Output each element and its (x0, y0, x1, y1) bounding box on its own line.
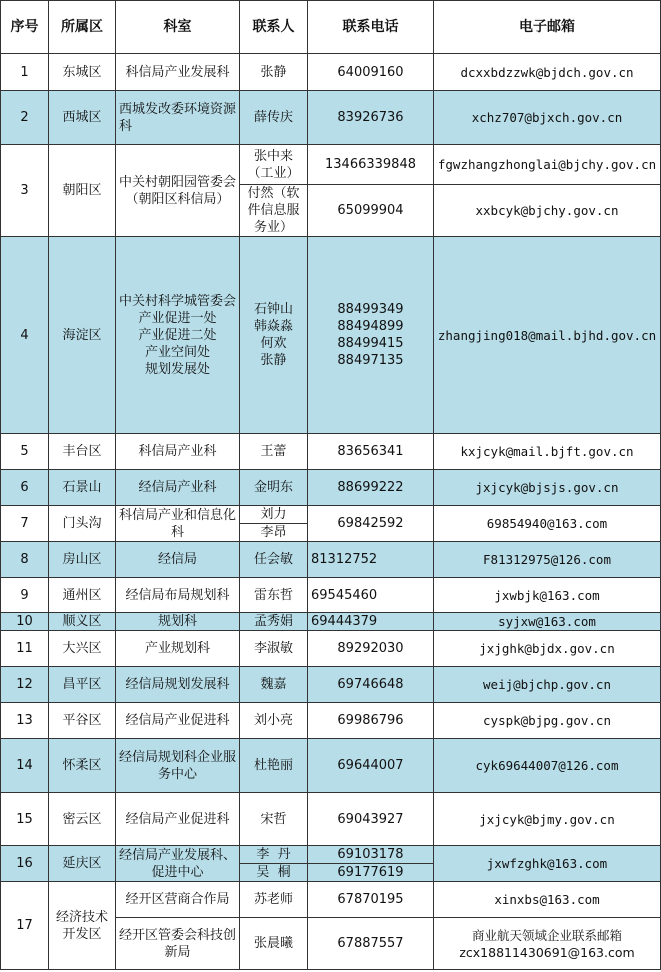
cell-district: 丰台区 (49, 434, 116, 470)
cell-email: 69854940@163.com (434, 506, 661, 542)
cell-dept: 经信局产业科 (116, 470, 240, 506)
cell-district: 经济技术开发区 (49, 882, 116, 970)
cell-dept: 中关村朝阳园管委会（朝阳区科信局） (116, 145, 240, 237)
cell-email: jxjcyk@bjmy.gov.cn (434, 793, 661, 846)
table-row (1, 434, 661, 470)
cell-dept: 经信局产业发展科、促进中心 (116, 846, 240, 882)
cell-phone: 69986796 (308, 703, 434, 739)
cell-email: cyk69644007@126.com (434, 739, 661, 793)
cell-phone: 69043927 (308, 793, 434, 846)
cell-dept: 经信局规划发展科 (116, 667, 240, 703)
cell-phone: 69746648 (308, 667, 434, 703)
cell-email: xinxbs@163.com (434, 882, 661, 918)
cell-phone: 89292030 (308, 631, 434, 667)
cell-contact: 张中来（工业） (240, 145, 308, 185)
cell-phone: 67870195 (308, 882, 434, 918)
cell-phone: 81312752 (308, 542, 434, 578)
contact-name: 李昂 (240, 523, 307, 541)
cell-email: F81312975@126.com (434, 542, 661, 578)
cell-no: 6 (1, 470, 49, 506)
cell-dept: 科信局产业发展科 (116, 54, 240, 91)
cell-email: weij@bjchp.gov.cn (434, 667, 661, 703)
cell-district: 朝阳区 (49, 145, 116, 237)
cell-dept: 科信局产业科 (116, 434, 240, 470)
cell-phone: 83926736 (308, 91, 434, 145)
cell-dept: 经信局 (116, 542, 240, 578)
cell-dept: 经开区营商合作局 (116, 882, 240, 918)
cell-no: 5 (1, 434, 49, 470)
cell-district: 怀柔区 (49, 739, 116, 793)
cell-email: dcxxbdzzwk@bjdch.gov.cn (434, 54, 661, 91)
header-no: 序号 (1, 1, 49, 54)
table-row (1, 703, 661, 739)
table-row (1, 631, 661, 667)
cell-district: 西城区 (49, 91, 116, 145)
cell-contact: 张静 (240, 54, 308, 91)
contact-name: 吴 桐 (240, 863, 307, 881)
cell-email: xchz707@bjxch.gov.cn (434, 91, 661, 145)
cell-email: xxbcyk@bjchy.gov.cn (434, 185, 661, 237)
cell-phone: 64009160 (308, 54, 434, 91)
table-row (1, 882, 661, 918)
cell-phone: 83656341 (308, 434, 434, 470)
cell-email: syjxw@163.com (434, 613, 661, 631)
cell-email: fgwzhangzhonglai@bjchy.gov.cn (434, 145, 661, 185)
cell-district: 通州区 (49, 578, 116, 613)
cell-contact: 魏嘉 (240, 667, 308, 703)
cell-no: 4 (1, 237, 49, 434)
cell-no: 15 (1, 793, 49, 846)
cell-district: 密云区 (49, 793, 116, 846)
cell-dept: 中关村科学城管委会 产业促进一处 产业促进二处 产业空间处 规划发展处 (116, 237, 240, 434)
cell-no: 10 (1, 613, 49, 631)
cell-no: 2 (1, 91, 49, 145)
cell-district: 顺义区 (49, 613, 116, 631)
contact-name: 刘力 (260, 507, 287, 522)
cell-email: jxjcyk@bjsjs.gov.cn (434, 470, 661, 506)
cell-contact: 付然（软件信息服务业） (240, 185, 308, 237)
cell-contact: 薛传庆 (240, 91, 308, 145)
table-row (1, 145, 661, 185)
contact-name: 李 丹 (256, 847, 291, 862)
cell-contact: 孟秀娟 (240, 613, 308, 631)
cell-contact: 李淑敏 (240, 631, 308, 667)
cell-dept: 西城发改委环境资源科 (116, 91, 240, 145)
table-row (1, 793, 661, 846)
cell-phone (308, 846, 434, 882)
cell-contact: 苏老师 (240, 882, 308, 918)
header-contact: 联系人 (240, 1, 308, 54)
cell-district: 石景山 (49, 470, 116, 506)
cell-no: 11 (1, 631, 49, 667)
cell-no: 17 (1, 882, 49, 970)
cell-phone: 69644007 (308, 739, 434, 793)
cell-district: 延庆区 (49, 846, 116, 882)
table-row (1, 470, 661, 506)
cell-dept: 经开区管委会科技创新局 (116, 918, 240, 970)
cell-no: 9 (1, 578, 49, 613)
cell-dept: 经信局产业促进科 (116, 793, 240, 846)
cell-dept: 规划科 (116, 613, 240, 631)
table-row (1, 542, 661, 578)
cell-no: 8 (1, 542, 49, 578)
cell-dept: 产业规划科 (116, 631, 240, 667)
cell-contact: 雷东哲 (240, 578, 308, 613)
header-dept: 科室 (116, 1, 240, 54)
header-phone: 联系电话 (308, 1, 434, 54)
cell-email: jxwbjk@163.com (434, 578, 661, 613)
cell-dept: 经信局布局规划科 (116, 578, 240, 613)
cell-no: 7 (1, 506, 49, 542)
table-row (1, 506, 661, 542)
cell-contact: 石钟山 韩焱淼 何欢 张静 (240, 237, 308, 434)
cell-district: 东城区 (49, 54, 116, 91)
cell-district: 大兴区 (49, 631, 116, 667)
cell-contact: 杜艳丽 (240, 739, 308, 793)
cell-email: cyspk@bjpg.gov.cn (434, 703, 661, 739)
cell-no: 13 (1, 703, 49, 739)
cell-contact: 王蕾 (240, 434, 308, 470)
table-row (1, 578, 661, 613)
table-row (1, 54, 661, 91)
table-row (1, 667, 661, 703)
cell-contact: 宋哲 (240, 793, 308, 846)
cell-email: jxjghk@bjdx.gov.cn (434, 631, 661, 667)
cell-contact: 张晨曦 (240, 918, 308, 970)
table-row (1, 846, 661, 882)
cell-email: zhangjing018@mail.bjhd.gov.cn (434, 237, 661, 434)
cell-phone: 67887557 (308, 918, 434, 970)
cell-no: 14 (1, 739, 49, 793)
cell-district: 昌平区 (49, 667, 116, 703)
table-header-row (1, 1, 661, 54)
table-row (1, 237, 661, 434)
cell-dept: 科信局产业和信息化科 (116, 506, 240, 542)
phone-number: 69177619 (308, 863, 433, 881)
cell-no: 1 (1, 54, 49, 91)
cell-email: 商业航天领域企业联系邮箱zcx18811430691@163.com (434, 918, 661, 970)
table-row (1, 91, 661, 145)
cell-phone: 69444379 (308, 613, 434, 631)
cell-district: 平谷区 (49, 703, 116, 739)
cell-contact (240, 846, 308, 882)
cell-no: 3 (1, 145, 49, 237)
header-email: 电子邮箱 (434, 1, 661, 54)
cell-contact: 刘小亮 (240, 703, 308, 739)
cell-dept: 经信局产业促进科 (116, 703, 240, 739)
table-row (1, 613, 661, 631)
cell-phone: 88499349 88494899 88499415 88497135 (308, 237, 434, 434)
cell-phone: 65099904 (308, 185, 434, 237)
cell-email: jxwfzghk@163.com (434, 846, 661, 882)
cell-district: 海淀区 (49, 237, 116, 434)
cell-phone: 88699222 (308, 470, 434, 506)
header-district: 所属区 (49, 1, 116, 54)
cell-contact: 任会敏 (240, 542, 308, 578)
cell-email: kxjcyk@mail.bjft.gov.cn (434, 434, 661, 470)
phone-number: 69103178 (337, 847, 404, 862)
cell-district: 门头沟 (49, 506, 116, 542)
table-row (1, 739, 661, 793)
cell-contact: 金明东 (240, 470, 308, 506)
cell-no: 12 (1, 667, 49, 703)
cell-district: 房山区 (49, 542, 116, 578)
cell-phone: 69545460 (308, 578, 434, 613)
cell-dept: 经信局规划科企业服务中心 (116, 739, 240, 793)
cell-phone: 13466339848 (308, 145, 434, 185)
cell-contact (240, 506, 308, 542)
cell-phone: 69842592 (308, 506, 434, 542)
cell-no: 16 (1, 846, 49, 882)
